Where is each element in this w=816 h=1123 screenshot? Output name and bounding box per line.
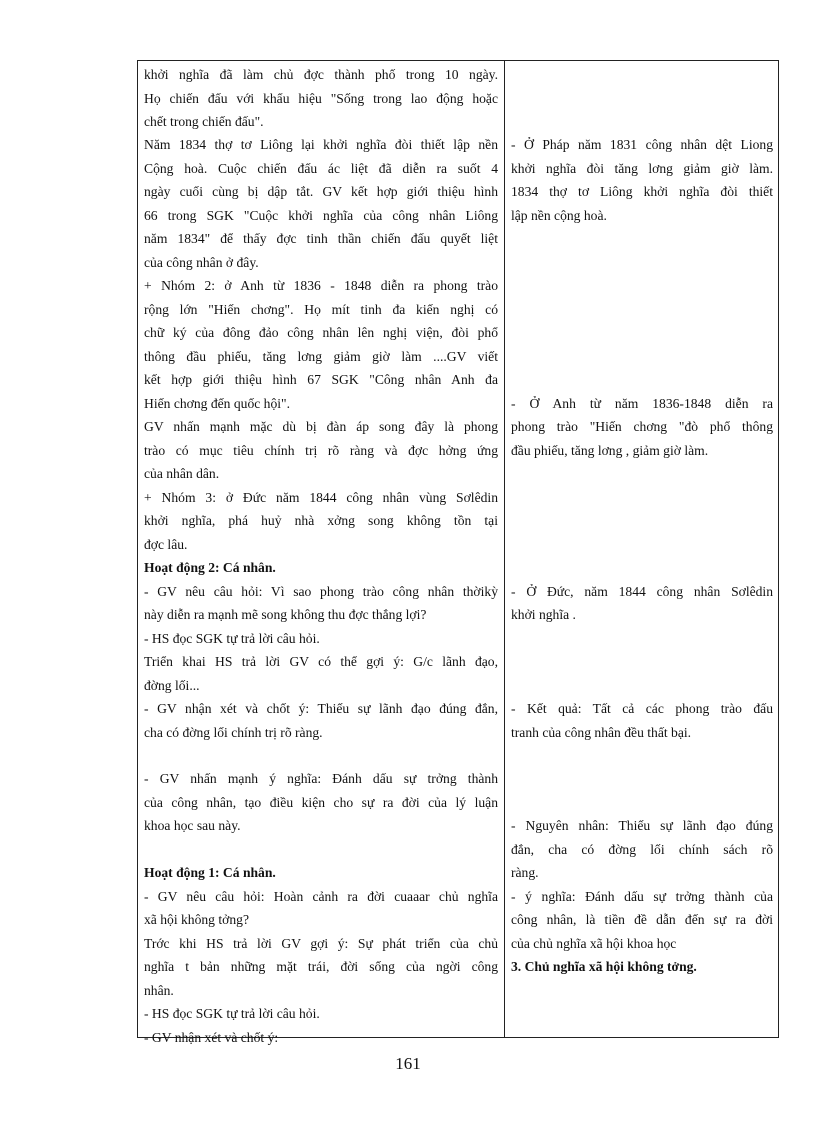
- text-line: Cộng hoà. Cuộc chiến đấu ác liệt đã diễn ra suốt 4: [144, 161, 498, 176]
- text-line: - GV nêu câu hỏi: Hoàn cảnh ra đời cuaaar chủ nghĩa: [144, 889, 498, 904]
- text-line: đắn, cha có đờng lối chính sách rõ: [511, 842, 773, 857]
- text-line: GV nhấn mạnh mặc dù bị đàn áp song đây là phong: [144, 419, 498, 434]
- text-line: công nhân, là tiền đề dẫn đến sự ra đời: [511, 912, 773, 927]
- text-line: 66 trong SGK "Cuộc khởi nghĩa của công nhân Liông: [144, 208, 498, 223]
- text-line: - GV nêu câu hỏi: Vì sao phong trào công nhân thờikỳ: [144, 584, 498, 599]
- text-line: nhân.: [144, 983, 174, 998]
- text-line: - HS đọc SGK tự trả lời câu hỏi.: [144, 631, 320, 646]
- text-line: nghĩa t bản những mặt trái, đời sống của ngời công: [144, 959, 498, 974]
- text-line: 3. Chủ nghĩa xã hội không tởng.: [511, 959, 697, 974]
- text-line: + Nhóm 2: ở Anh từ 1836 - 1848 diễn ra phong trào: [144, 278, 498, 293]
- text-line: khởi nghĩa đã làm chủ đợc thành phố trong 10 ngày.: [144, 67, 498, 82]
- text-line: thông đầu phiếu, tăng lơng giảm giờ làm ....GV viết: [144, 349, 498, 364]
- text-line: Trớc khi HS trả lời GV gợi ý: Sự phát triển của chủ: [144, 936, 498, 951]
- text-line: chết trong chiến đấu".: [144, 114, 264, 129]
- text-line: khởi nghĩa .: [511, 607, 576, 622]
- text-line: Năm 1834 thợ tơ Liông lại khởi nghĩa đòi thiết lập nền: [144, 137, 498, 152]
- text-line: tranh của công nhân đều thất bại.: [511, 725, 692, 740]
- text-line: của chủ nghĩa xã hội khoa học: [511, 936, 677, 951]
- text-line: đợc lâu.: [144, 537, 188, 552]
- text-line: đầu phiếu, tăng lơng , giảm giờ làm.: [511, 443, 709, 458]
- text-line: - Kết quả: Tất cả các phong trào đấu: [511, 701, 773, 716]
- text-line: phong trào "Hiến chơng "đò phổ thông: [511, 419, 773, 434]
- text-line: rộng lớn "Hiến chơng". Họ mít tinh đa kiến nghị có: [144, 302, 498, 317]
- text-line: cha có đờng lối chính trị rõ ràng.: [144, 725, 323, 740]
- text-line: năm 1834" để thấy đợc tinh thần chiến đấu quyết liệt: [144, 231, 498, 246]
- text-line: đờng lối...: [144, 678, 200, 693]
- text-line: ngày cuối cùng bị dập tắt. GV kết hợp giới thiệu hình: [144, 184, 498, 199]
- text-line: - ý nghĩa: Đánh dấu sự trởng thành của: [511, 889, 773, 904]
- content-table: [137, 60, 779, 1045]
- text-line: khởi nghĩa, phá huỷ nhà xởng song không tồn tại: [144, 513, 498, 528]
- text-line: này diễn ra mạnh mẽ song không thu đợc thắng lợi?: [144, 607, 427, 622]
- text-line: - Nguyên nhân: Thiếu sự lãnh đạo đúng: [511, 818, 773, 833]
- page-number: 161: [395, 1054, 421, 1073]
- text-line: - GV nhận xét và chốt ý:: [144, 1030, 279, 1045]
- text-line: - GV nhận xét và chốt ý: Thiếu sự lãnh đạo đúng đắn,: [144, 701, 498, 716]
- text-line: của công nhân ở đây.: [144, 255, 259, 270]
- text-line: khởi nghĩa đòi tăng lơng giảm giờ làm.: [511, 161, 773, 176]
- text-line: + Nhóm 3: ở Đức năm 1844 công nhân vùng Sơlêdin: [144, 490, 498, 505]
- text-line: Triển khai HS trả lời GV có thể gợi ý: G/c lãnh đạo,: [144, 654, 498, 669]
- text-line: 1834 thợ tơ Liông khởi nghĩa đòi thiết: [511, 184, 773, 199]
- teacher-activities-column: [144, 61, 498, 1045]
- text-line: trào có mục tiêu chính trị rõ ràng và đợc hởng ứng: [144, 443, 498, 458]
- text-line: khoa học sau này.: [144, 818, 241, 833]
- text-line: Hoạt động 1: Cá nhân.: [144, 865, 276, 880]
- text-line: ràng.: [511, 865, 539, 880]
- text-line: của công nhân, tạo điều kiện cho sự ra đời của lý luận: [144, 795, 498, 810]
- text-line: - HS đọc SGK tự trả lời câu hỏi.: [144, 1006, 320, 1021]
- text-line: - Ở Anh từ năm 1836-1848 diễn ra: [511, 396, 773, 411]
- text-line: lập nền cộng hoà.: [511, 208, 607, 223]
- column-divider: [504, 61, 505, 1037]
- text-line: - GV nhấn mạnh ý nghĩa: Đánh dấu sự trởng thành: [144, 771, 498, 786]
- text-line: của nhân dân.: [144, 466, 220, 481]
- text-line: Họ chiến đấu với khẩu hiệu "Sống trong lao động hoặc: [144, 91, 498, 106]
- text-line: Hiến chơng đến quốc hội".: [144, 396, 291, 411]
- key-content-column: [511, 61, 773, 1037]
- text-line: kết hợp giới thiệu hình 67 SGK "Công nhân Anh đa: [144, 372, 498, 387]
- text-line: chữ ký của đông đảo công nhân lên nghị viện, đòi phổ: [144, 325, 498, 340]
- text-line: Hoạt động 2: Cá nhân.: [144, 560, 276, 575]
- text-line: - Ở Đức, năm 1844 công nhân Sơlêdin: [511, 584, 773, 599]
- text-line: xã hội không tởng?: [144, 912, 249, 927]
- text-line: - Ở Pháp năm 1831 công nhân dệt Liong: [511, 137, 773, 152]
